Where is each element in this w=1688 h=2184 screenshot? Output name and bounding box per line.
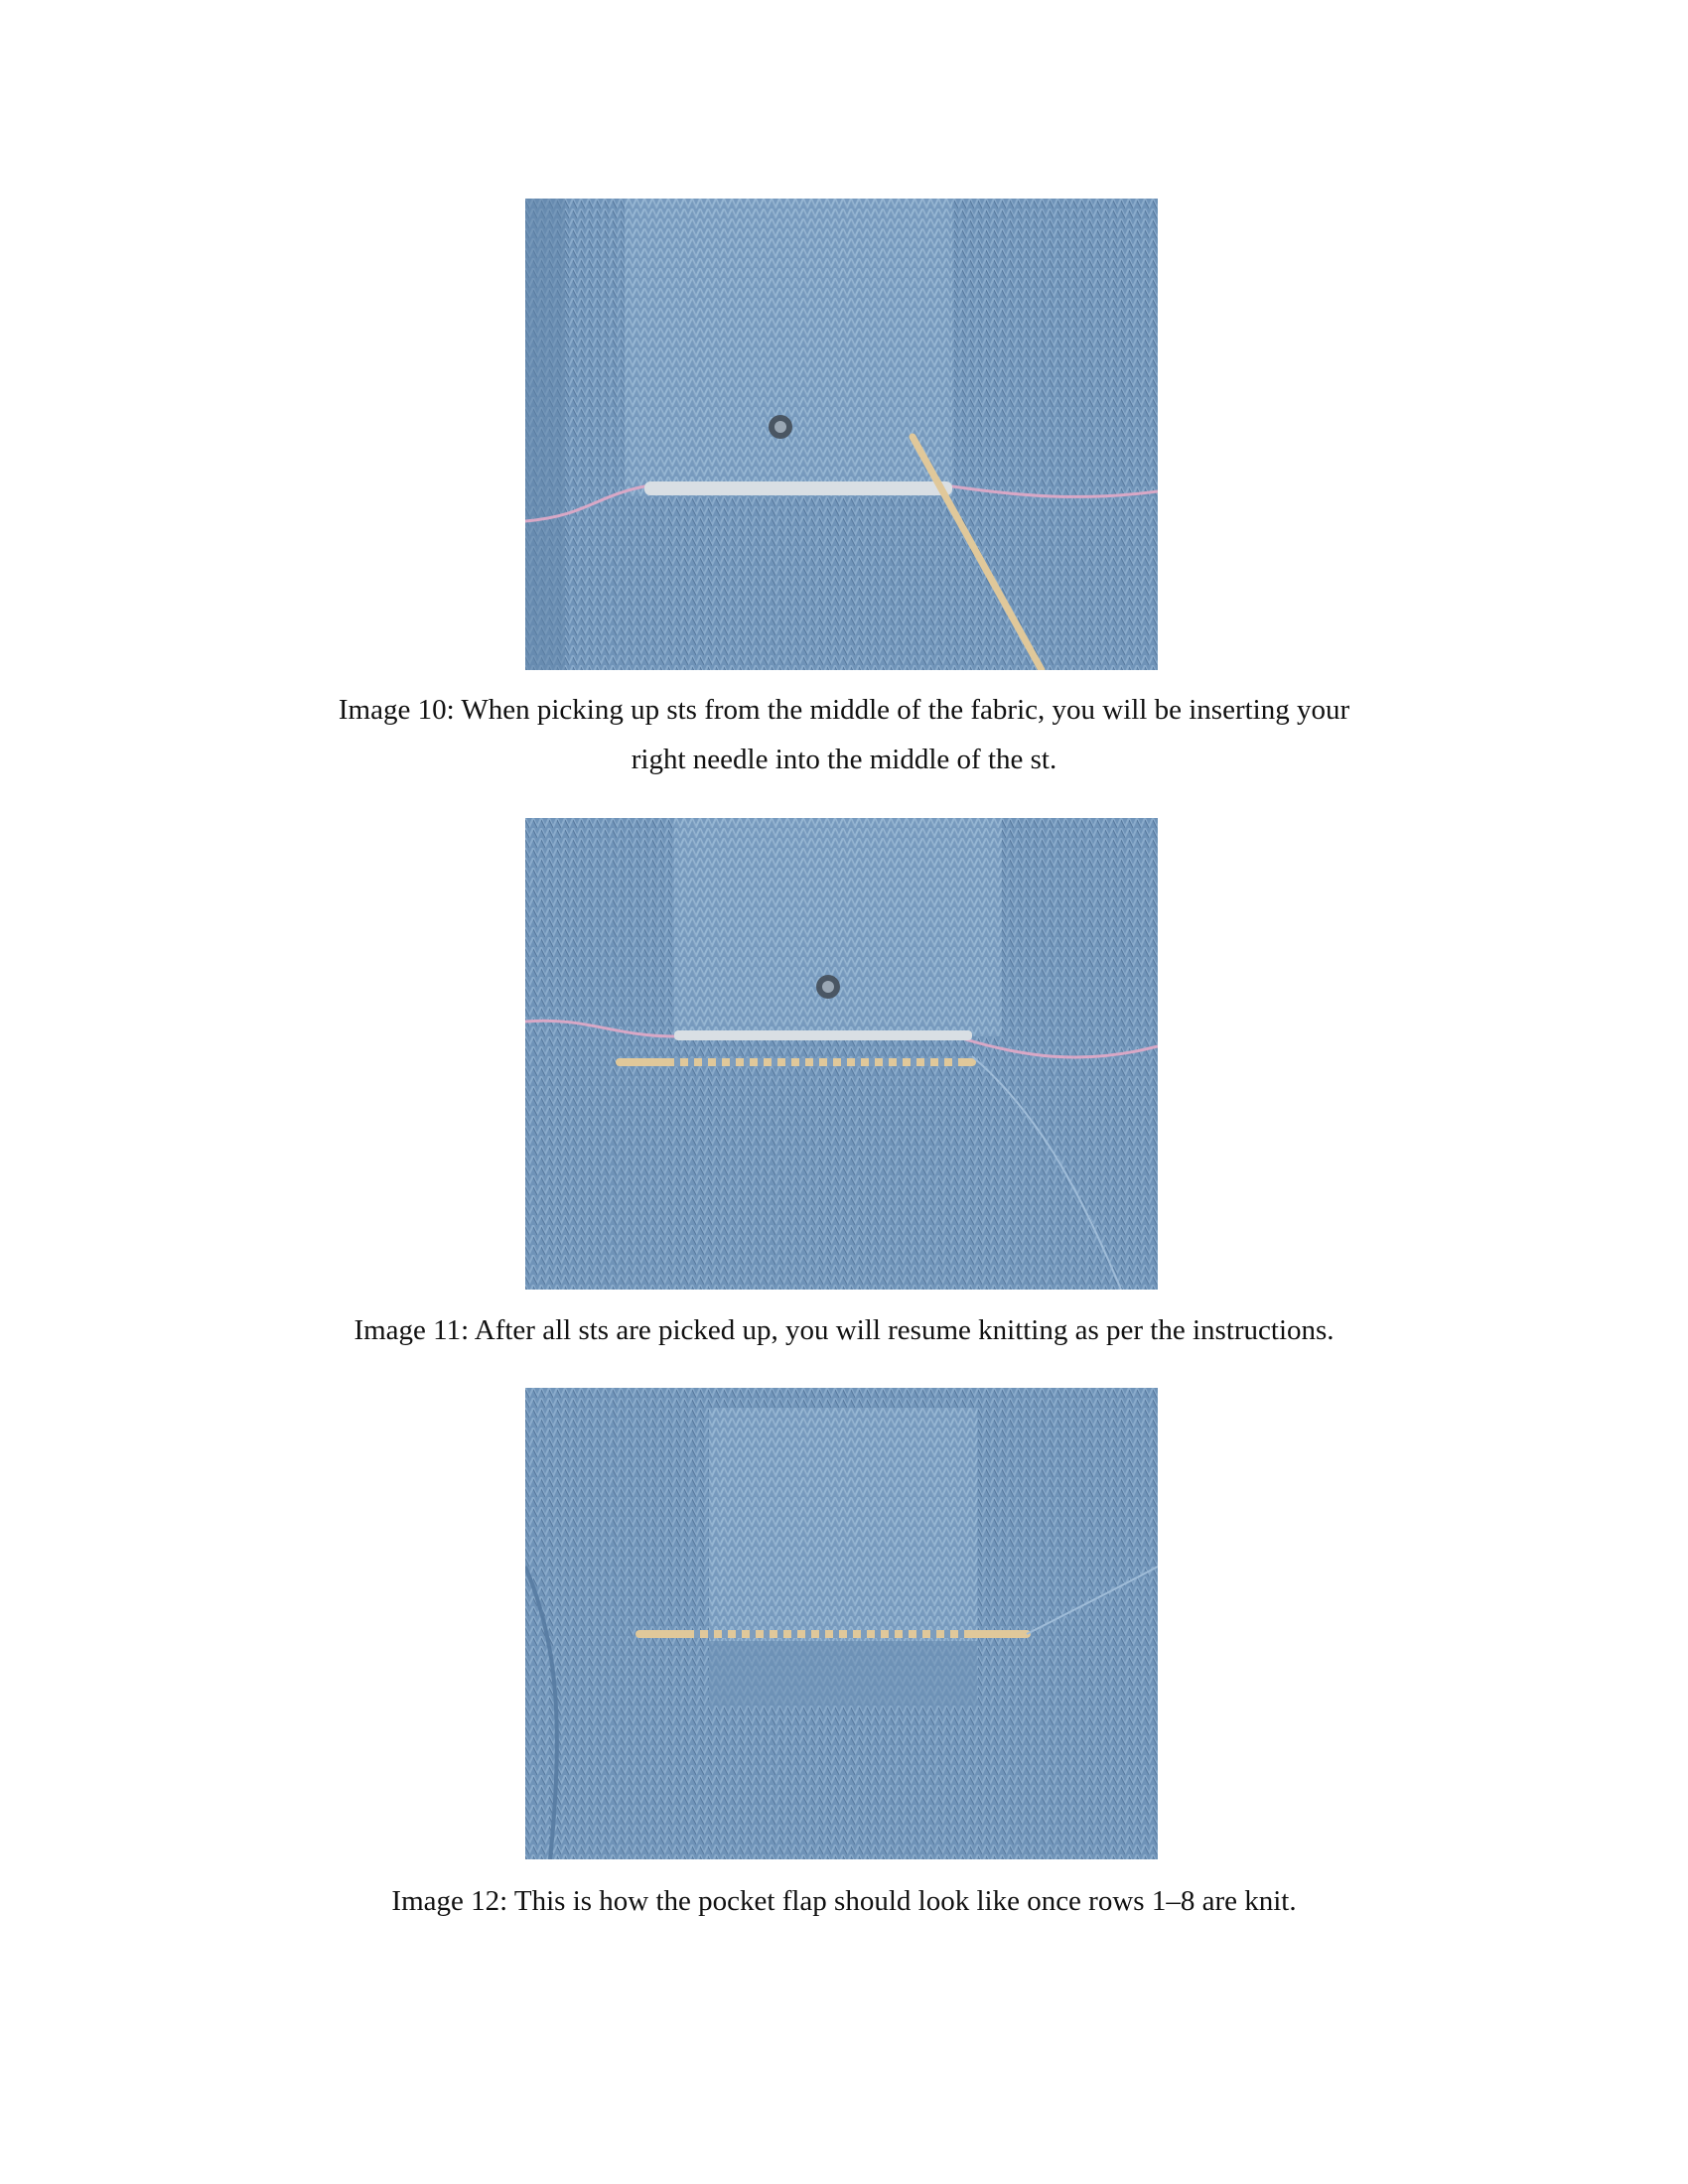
caption-image-12 bbox=[199, 1876, 1489, 1926]
caption-line: Image 11: After all sts are picked up, you will resume knitting as per the instructions. bbox=[353, 1314, 1335, 1346]
caption-image-11 bbox=[199, 1305, 1489, 1355]
pocket-opening bbox=[674, 1030, 972, 1040]
caption-line: Image 10: When picking up sts from the middle of the fabric, you will be inserting your bbox=[338, 694, 1350, 726]
caption-line: right needle into the middle of the st. bbox=[631, 744, 1057, 775]
caption-line: Image 12: This is how the pocket flap should look like once rows 1–8 are knit. bbox=[391, 1885, 1297, 1917]
pocket-panel bbox=[625, 199, 952, 496]
flap-rows bbox=[709, 1641, 977, 1706]
pocket-opening bbox=[644, 481, 952, 495]
ribbing-edge bbox=[525, 199, 565, 670]
photo-image-12 bbox=[525, 1388, 1158, 1859]
knitting-photo-sts-picked-up bbox=[525, 818, 1158, 1290]
photo-image-10 bbox=[525, 199, 1158, 670]
pocket-panel bbox=[674, 818, 1002, 1036]
knitting-photo-pocket-flap bbox=[525, 1388, 1158, 1859]
caption-image-10 bbox=[199, 685, 1489, 784]
knitting-photo-picking-up-sts bbox=[525, 199, 1158, 670]
photo-image-11 bbox=[525, 818, 1158, 1290]
